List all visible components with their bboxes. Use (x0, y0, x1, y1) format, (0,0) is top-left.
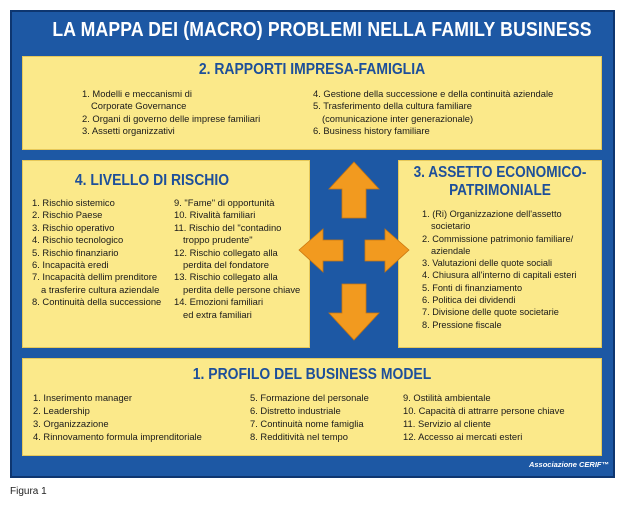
list-item-text: 2. Organi di governo delle imprese familiari (82, 112, 261, 124)
list-item-text: 4. Rinnovamento formula imprenditoriale (33, 431, 202, 442)
list-item-text: 4. Chiusura all'interno di capitali esteri (422, 270, 577, 281)
list-item-text: 2. Rischio Paese (32, 209, 103, 221)
arrow-down-icon (329, 284, 379, 340)
list-item-text: 12. Rischio collegato alla (174, 246, 278, 258)
list-item-text: 10. Capacità di attrarre persone chiave (403, 405, 565, 416)
list-item-text: 3. Valutazioni delle quote sociali (422, 258, 553, 269)
list-item-text: 1. Modelli e meccanismi di (82, 88, 192, 99)
list-item-text: 7. Incapacità dellim prenditore (32, 271, 158, 283)
list-item-text: 7. Divisione delle quote societarie (422, 307, 559, 318)
list-item-text: 2. Commissione patrimonio familiare/ (422, 233, 574, 244)
list-item-text: 1. Rischio sistemico (32, 197, 115, 208)
list-item-continuation: a trasferire cultura aziendale (41, 283, 160, 295)
list-item-text: 13. Rischio collegato alla (174, 271, 278, 283)
list-item-text: 7. Continuità nome famiglia (250, 418, 364, 429)
list-item-text: 2. Leadership (33, 405, 90, 416)
list-item-text: 9. Ostilità ambientale (403, 392, 491, 403)
list-item-text: 1. Inserimento manager (33, 392, 133, 403)
list-item-text: 8. Pressione fiscale (422, 319, 502, 330)
list-item-text: 11. Servizio al cliente (403, 418, 491, 429)
list-item-continuation: perdita delle persone chiave (183, 283, 301, 295)
list-item-text: 14. Emozioni familiari (174, 296, 264, 308)
list-item-text: 5. Fonti di finanziamento (422, 282, 523, 293)
list-item-continuation: (comunicazione inter generazionale) (322, 112, 474, 124)
list-item-text: 10. Rivalità familiari (174, 209, 256, 221)
arrow-up-icon (329, 162, 379, 218)
list-item-text: 1. (Ri) Organizzazione dell'assetto (422, 209, 562, 219)
panel-profilo-heading: 1. PROFILO DEL BUSINESS MODEL (192, 366, 432, 383)
list-item-text: 4. Rischio tecnologico (32, 234, 124, 246)
panel-rischio-heading: 4. LIVELLO DI RISCHIO (74, 172, 230, 189)
list-item-text: 6. Distretto industriale (250, 405, 341, 416)
list-item-text: 9. "Fame" di opportunità (174, 197, 275, 208)
list-item-text: 3. Assetti organizzativi (82, 125, 175, 137)
list-item-text: 8. Redditività nel tempo (250, 431, 348, 442)
list-item-text: 5. Formazione del personale (250, 392, 369, 403)
panel-assetto-heading-line2: PATRIMONIALE (449, 182, 551, 199)
list-item-continuation: ed extra familiari (183, 308, 252, 320)
list-item-continuation: troppo prudente" (183, 234, 253, 246)
list-item-continuation: perdita del fondatore (183, 259, 270, 271)
arrow-left-icon (299, 229, 343, 272)
credit-label: Associazione CERIF™ (528, 460, 609, 469)
list-item-text: 5. Rischio finanziario (32, 246, 119, 258)
panel-rapporti-heading: 2. RAPPORTI IMPRESA-FAMIGLIA (198, 61, 426, 78)
list-item-text: 3. Rischio operativo (32, 221, 115, 233)
diagram-title: LA MAPPA DEI (MACRO) PROBLEMI NELLA FAMILY BUSINESS (52, 18, 592, 41)
list-item-text: 8. Continuità della successione (32, 296, 162, 308)
list-item-text: 3. Organizzazione (33, 418, 109, 429)
list-item-text: 6. Politica dei dividendi (422, 295, 516, 306)
panel-assetto-heading-line1: 3. ASSETTO ECONOMICO- (413, 164, 587, 181)
list-item-continuation: aziendale (431, 245, 471, 256)
list-item-text: 12. Accesso ai mercati esteri (403, 431, 523, 442)
list-item-text: 4. Gestione della successione e della continuità aziendale (313, 88, 554, 99)
figure-caption: Figura 1 (10, 486, 47, 497)
list-item-continuation: Corporate Governance (91, 100, 187, 112)
arrow-right-icon (365, 229, 409, 272)
list-item-text: 11. Rischio del "contadino (174, 221, 282, 233)
list-item-text: 6. Incapacità eredi (32, 259, 109, 271)
list-item-text: 5. Trasferimento della cultura familiare (313, 100, 472, 112)
list-item-continuation: societario (431, 221, 471, 232)
list-item-text: 6. Business history familiare (313, 125, 430, 137)
